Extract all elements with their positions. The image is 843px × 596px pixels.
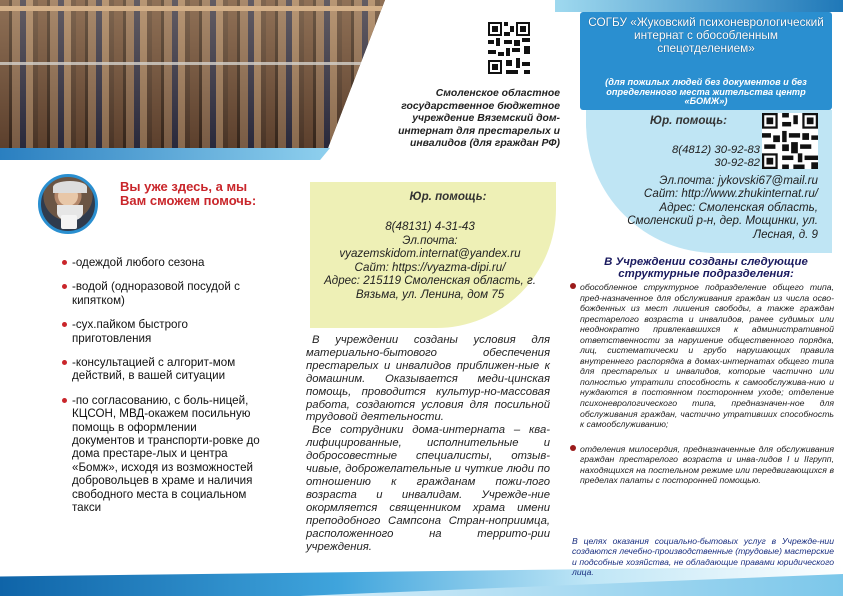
help-heading: Вы уже здесь, а мы Вам сможем помочь: [120, 179, 257, 208]
qr-code-icon[interactable] [488, 22, 530, 74]
vyazma-description-p1: В учреждении созданы условия для материально-бытового обеспечения престарелых и инвалидов приближен-ные к домашним. Оказывается меди-цинская помощь, проводится культур-но-массовая работа, создаются условия для посильной трудовой деятельности. [306, 334, 550, 424]
zhukovsky-phones [640, 144, 760, 171]
bullet-icon [62, 398, 67, 403]
clothing-rack-photo [0, 0, 385, 150]
list-item: -по согласованию, с боль-ницей, КЦСОН, МВД-окажем посильную помощь в оформлении документов и транспорти-ровке до дома престаре-лых и центра «Бомж», исходя из возможностей добровольцев в храме и наличия свободного места в социальном такси [62, 394, 262, 515]
units-title: В Учреждении созданы следующие структурные подразделения: [604, 256, 808, 280]
list-item: -консультацией с алгорит-мом действий, в вашей ситуации [62, 356, 262, 383]
elderly-man-avatar [38, 174, 98, 234]
list-item: -одеждой любого сезона [62, 256, 262, 269]
bullet-icon [62, 360, 67, 365]
zhukovsky-address: Адрес: Смоленская область, Смоленский р-н, дер. Мощинки, ул. Лесная, д. 9 [627, 200, 818, 241]
vyazma-phone[interactable]: 8(48131) 4-31-43 [385, 220, 475, 233]
vyazma-description-p2: Все сотрудники дома-интерната – ква-лифицированные, исполнительные и добросовестные специалисты, отзыв-чивые, доброжелательные и чуткие люди по отношению к гражданам пожи-лого возраста и инвалидам. Учрежде-ние окормляется священником храма имени преподобного Сампсона Стран-ноприимца, расположенного на террито-рии учреждения. [306, 424, 550, 553]
vyazma-site[interactable]: Сайт: https://vyazma-dipi.ru/ [354, 260, 506, 274]
top-right-stripe [555, 0, 843, 12]
bullet-icon [62, 260, 67, 265]
list-item: -водой (одноразовой посудой с кипятком) [62, 280, 262, 307]
vyazma-organization-name: Смоленское областное государственное бюджетное учреждение Вяземский дом-интернат для престарелых и инвалидов (для граждан РФ) [398, 88, 560, 150]
qr-code-graphic [762, 113, 818, 169]
zhukovsky-contacts [592, 174, 818, 241]
unit-item: отделения милосердия, предназначенные для обслуживания граждан престарелого возраста и инва-лидов I и IIгрупп, находящихся на постельном режиме или передвигающихся в пределах палаты с посторонней помощью. [572, 444, 834, 486]
unit-item: обособленное структурное подразделение общего типа, пред-назначенное для обслуживания граждан из числа осво-божденных из мест лишения свободы, а также граждан престарелого возраста и инвалидов, ранее судимых или неоднократно привлекавшихся к административной ответственности за нарушение общественного порядка, лиц, систематически и грубо нарушающих правила внутреннего распорядка в домах-интернатах общего типа для престарелых и инвалидов, которые частично или полностью утратили способность к самообслужива-нию и нуждаются в постоянном постороннем уходе; отделение психоневрологического типа, предназначен-ное для обслуживания граждан, частично утративших способность к самообслуживанию; [572, 282, 834, 430]
zhukovsky-site[interactable]: Сайт: http://www.zhukinternat.ru/ [643, 187, 818, 201]
qr-code-icon[interactable] [762, 113, 818, 169]
zhukovsky-legal-help-title: Юр. помощь: [650, 114, 728, 127]
vyazma-contacts [312, 220, 548, 302]
vyazma-address: Адрес: 215119 Смоленская область, г. Вязьма, ул. Ленина, дом 75 [324, 274, 536, 301]
help-list [62, 256, 262, 526]
bullet-icon [570, 283, 576, 289]
qr-code-graphic [488, 22, 530, 74]
units-footnote: В целях оказания социально-бытовых услуг в Учрежде-нии создаются лечебно-производственные (трудовые) мастерские и подсобные хозяйства, не обладающие правами юридического лица. [572, 536, 834, 578]
list-item: -сух.пайком быстрого приготовления [62, 318, 262, 345]
vyazma-description [306, 334, 550, 553]
photo-accent-stripe [0, 148, 330, 160]
vyazma-email-label: Эл.почта: [402, 233, 458, 247]
vyazma-email[interactable]: vyazemskidom.internat@yandex.ru [339, 247, 521, 261]
bullet-icon [570, 445, 576, 451]
zhukovsky-phone-2[interactable]: 30-92-82 [714, 157, 760, 170]
zhukovsky-subtitle: (для пожилых людей без документов и без определенного места жительства центр «БОМЖ») [605, 77, 807, 107]
zhukovsky-phone-1[interactable]: 8(4812) 30-92-83 [671, 144, 760, 156]
vyazma-legal-help-title: Юр. помощь: [409, 190, 487, 203]
zhukovsky-email[interactable]: Эл.почта: jykovski67@mail.ru [659, 174, 818, 187]
bullet-icon [62, 284, 67, 289]
units-list [572, 282, 834, 486]
zhukovsky-organization-name: СОГБУ «Жуковский психоневрологический интернат с обособленным спецотделением» [588, 15, 824, 55]
bullet-icon [62, 322, 67, 327]
